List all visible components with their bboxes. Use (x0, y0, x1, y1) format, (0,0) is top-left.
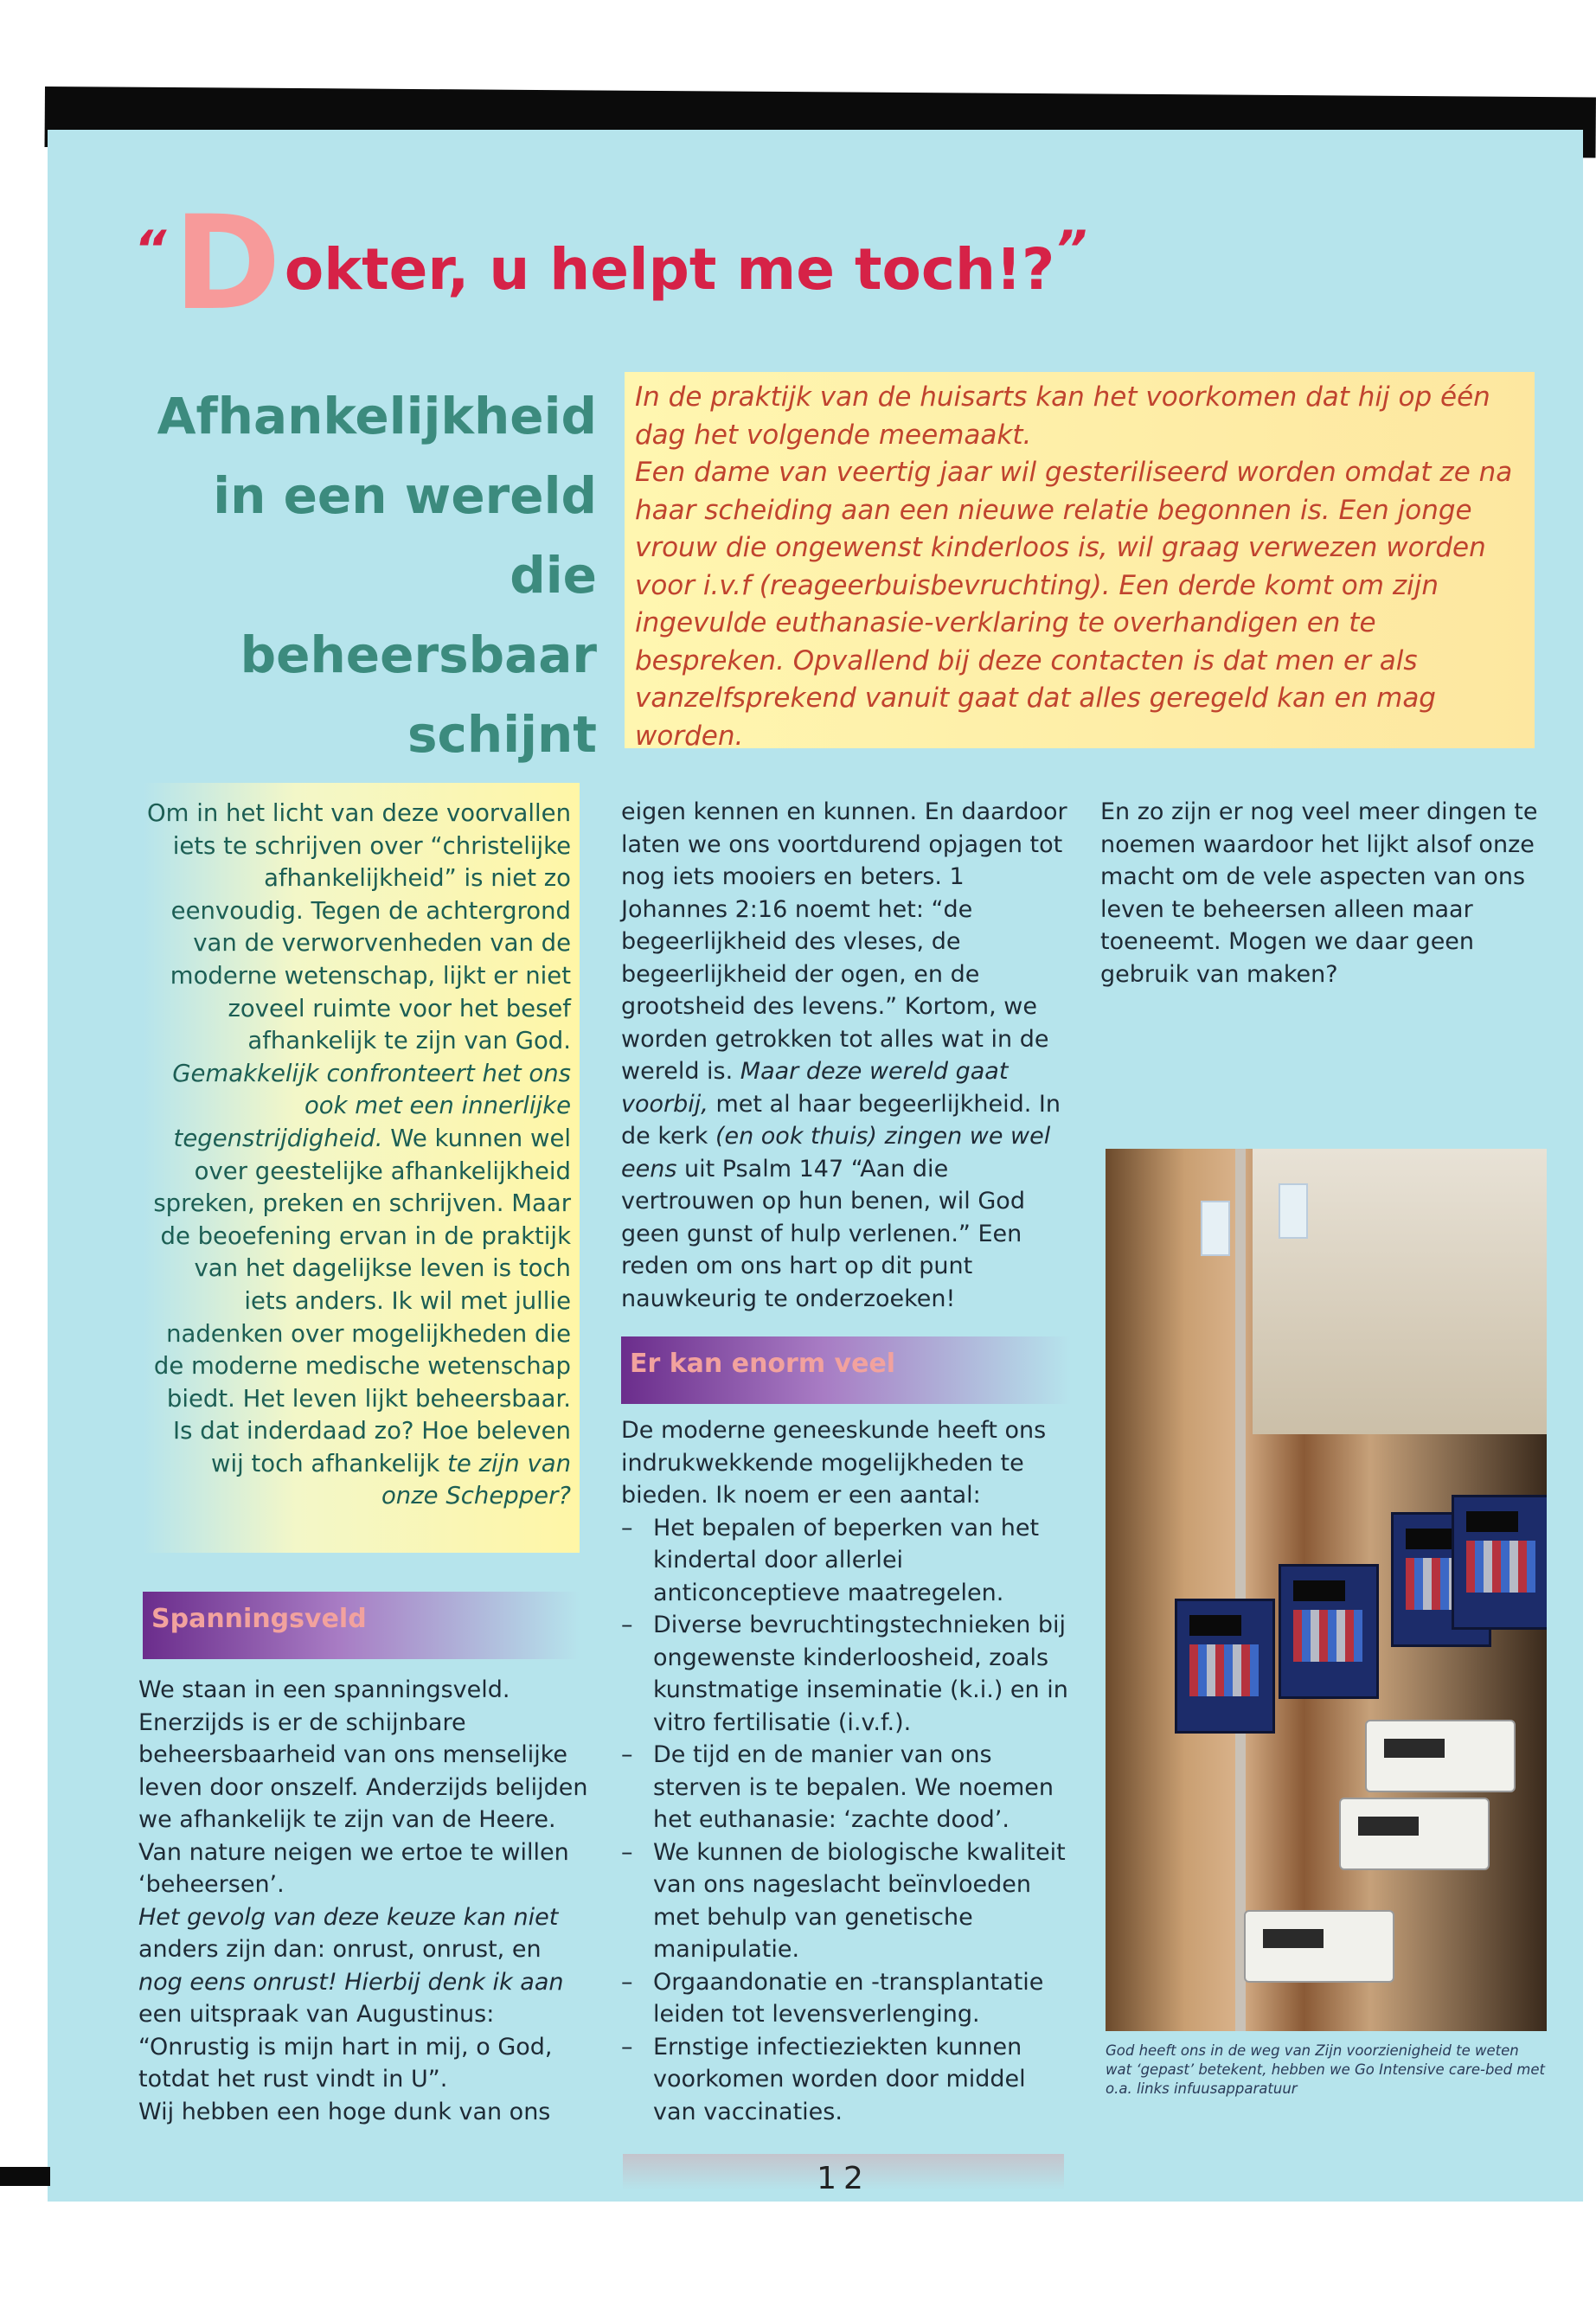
list-item: – Orgaandonatie en -transplantatie leiden tot levensverlenging. (621, 1966, 1071, 2031)
body-paragraph: De moderne geneeskunde heeft ons indrukwekkende mogelijkheden te bieden. Ik noem er een aantal: (621, 1417, 1047, 1509)
photo-infusion-pump (1279, 1564, 1379, 1699)
list-item: – Diverse bevruchtingstechnieken bij ongewenste kinderloosheid, zoals kunstmatige inseminatie (k.i.) en in vitro fertilisatie (i.v.f.). (621, 1609, 1071, 1739)
headline-text: okter, u helpt me toch!? (284, 236, 1055, 303)
scan-edge-left (0, 2167, 50, 2186)
article-headline (134, 189, 1172, 346)
body-text-italic: Het gevolg van deze keuze kan niet (138, 1903, 559, 1931)
icu-equipment-photo (1106, 1149, 1547, 2031)
photo-caption: God heeft ons in de weg van Zijn voorzienigheid te weten wat ‘gepast’ betekent, hebben we Go Intensive care-bed met o.a. links infuusapparatuur (1106, 2042, 1545, 2097)
photo-infusion-pump (1452, 1495, 1547, 1630)
list-item: – Het bepalen of beperken van het kindertal door allerlei anticonceptieve maatregelen. (621, 1512, 1071, 1610)
photo-syringe-pump (1339, 1798, 1490, 1870)
photo-infusion-pump (1175, 1599, 1275, 1734)
body-text: anders zijn dan: onrust, onrust, en (138, 1936, 542, 1963)
close-quote: ” (1054, 220, 1087, 279)
body-text-italic: te zijn van onze Schepper? (381, 1449, 571, 1510)
article-subtitle: Afhankelijkheid in een wereld die beheersbaar schijnt (157, 387, 597, 764)
column-1-body (138, 1674, 588, 2128)
photo-syringe-pump (1365, 1720, 1516, 1792)
photo-infusion-bag (1201, 1201, 1230, 1256)
body-text: eigen kennen en kunnen. En daardoor laten we ons voortdurend opjagen tot nog iets mooiers en beters. 1 Johannes 2:16 noemt het: “de begeerlijkheid des vleses, de begeerlijkheid der ogen, en de grootsheid des levens.” Kortom, we worden getrokken tot alles wat in de wereld is. (621, 798, 1067, 1085)
photo-infusion-bag (1279, 1183, 1308, 1239)
possibilities-list (621, 1512, 1071, 2129)
open-quote: “ (134, 220, 167, 279)
intro-box (625, 372, 1535, 752)
section-heading-er-kan-enorm-veel: Er kan enorm veel (621, 1336, 1071, 1404)
body-text-italic: Gemakkelijk confronteert het ons ook met een innerlijke tegenstrijdigheid. (172, 1059, 571, 1152)
body-paragraph: Wij hebben een hoge dunk van ons (138, 2098, 551, 2125)
body-text-italic: nog eens onrust! Hierbij denk ik aan (138, 1968, 564, 1996)
list-item: – De tijd en de manier van ons sterven is te bepalen. We noemen het euthanasie: ‘zachte dood’. (621, 1739, 1071, 1836)
column-2-list-section (621, 1414, 1071, 2128)
intro-paragraph: Een dame van veertig jaar wil gesteriliseerd worden omdat ze na haar scheiding aan een nieuwe relatie begonnen is. Een jonge vrouw die ongewenst kinderloos is, wil graag verwezen worden voor i.v.f (reageerbuisbevruchting). Een derde komt om zijn ingevulde euthanasie-verklaring te overhandigen en te bespreken. Opvallend bij deze contacten is dat men er als vanzelfsprekend vanuit gaat dat alles geregeld kan en mag worden. (635, 457, 1513, 752)
body-paragraph: We staan in een spanningsveld. Enerzijds is er de schijnbare beheersbaarheid van ons menselijke leven door onszelf. Anderzijds belijden we afhankelijk te zijn van de Heere. Van nature neigen we ertoe te willen ‘beheersen’. (138, 1676, 588, 1898)
body-text-italic: Maar deze wereld gaat voorbij, (621, 1058, 1009, 1118)
page-number: 12 (817, 2161, 870, 2196)
photo-iv-pole (1235, 1149, 1246, 2031)
body-paragraph (138, 1901, 588, 2096)
body-text-italic: (en ook thuis) zingen we wel eens (621, 1123, 1051, 1183)
drop-cap: D (173, 189, 281, 339)
column-1-text (147, 798, 571, 1513)
body-text: uit Psalm 147 “Aan die vertrouwen op hun benen, wil God geen gunst of hulp verlenen.” Een reden om ons hart op dit punt nauwkeurig te onderzoeken! (621, 1155, 1025, 1312)
list-item: – We kunnen de biologische kwaliteit van ons nageslacht beïnvloeden met behulp van genetische manipulatie. (621, 1836, 1071, 1966)
intro-paragraph: In de praktijk van de huisarts kan het voorkomen dat hij op één dag het volgende meemaakt. (635, 381, 1490, 451)
column-2-body (621, 796, 1071, 1315)
body-text: Om in het licht van deze voorvallen iets te schrijven over “christelijke afhankelijkheid” is niet zo eenvoudig. Tegen de achtergrond van de verworvenheden van de moderne wetenschap, lijkt er niet zoveel ruimte voor het besef afhankelijk te zijn van God. (147, 799, 571, 1055)
column-3-body (1100, 796, 1559, 990)
photo-syringe-pump (1244, 1910, 1394, 1983)
list-item: – Ernstige infectieziekten kunnen voorkomen worden door middel van vaccinaties. (621, 2031, 1071, 2129)
body-text: een uitspraak van Augustinus: “Onrustig is mijn hart in mij, o God, totdat het rust vindt in U”. (138, 2001, 553, 2093)
body-paragraph (621, 796, 1071, 1315)
section-heading-spanningsveld: Spanningsveld (143, 1592, 580, 1659)
body-text: met al haar begeerlijkheid. In de kerk (621, 1090, 1061, 1150)
body-text: We kunnen wel over geestelijke afhankelijkheid spreken, preken en schrijven. Maar de beoefening ervan in de praktijk van het dagelijkse leven is toch iets anders. Ik wil met jullie nadenken over mogelijkheden die de moderne medische wetenschap biedt. Het leven lijkt beheersbaar. Is dat inderdaad zo? Hoe beleven wij toch afhankelijk (153, 1124, 571, 1477)
body-paragraph: En zo zijn er nog veel meer dingen te noemen waardoor het lijkt alsof onze macht om de vele aspecten van ons leven te beheersen alleen maar toeneemt. Mogen we daar geen gebruik van maken? (1100, 798, 1538, 988)
